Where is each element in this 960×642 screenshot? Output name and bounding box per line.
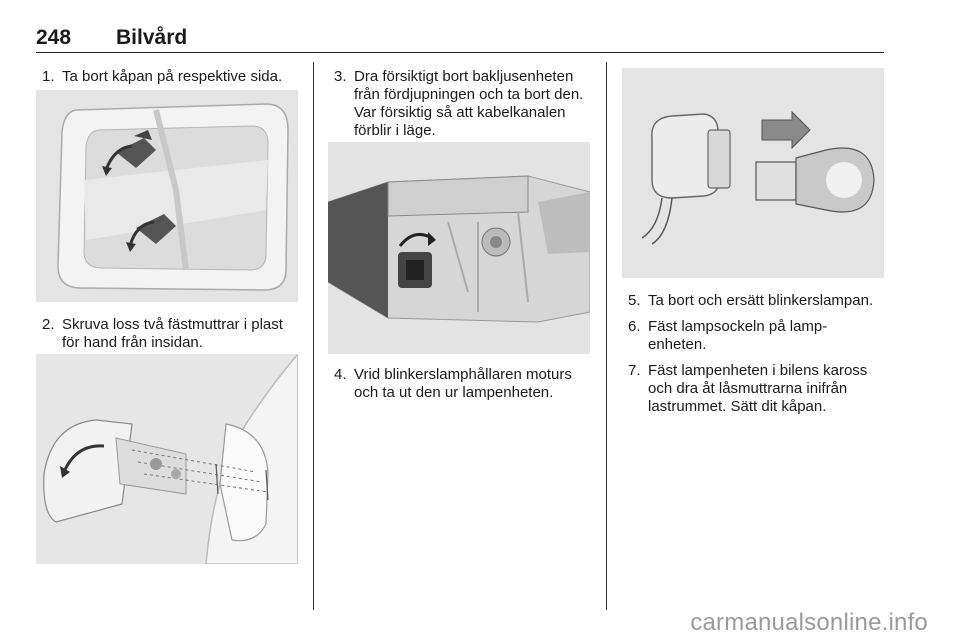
page-header	[36, 26, 884, 53]
step-text: Dra försiktigt bort bakljusenheten från fördjupningen och ta bort den. Var försiktig så att kabelkanalen förblir i läge.	[354, 68, 584, 139]
step-text: Ta bort kåpan på respektive sida.	[62, 68, 283, 85]
nut-illustration	[36, 354, 298, 564]
step-text: Vrid blinkerslamphållaren moturs och ta ut den ur lampenheten.	[354, 366, 572, 401]
step-number: 5.	[628, 292, 641, 309]
step-number: 7.	[628, 362, 641, 379]
page-number: 248	[36, 26, 72, 49]
figure-nut-removal	[36, 354, 298, 564]
cover-illustration	[36, 90, 298, 302]
step-text: Skruva loss två fästmuttrar i plast för hand från insidan.	[62, 316, 283, 351]
step-text: Fäst lampsockeln på lampenheten.	[648, 318, 828, 353]
figure-cover-removal	[36, 90, 298, 302]
bulb-illustration	[622, 68, 884, 278]
step-number: 2.	[42, 316, 55, 333]
step-number: 1.	[42, 68, 55, 85]
figure-taillight-removal	[328, 142, 590, 354]
page-title: Bilvård	[116, 26, 188, 49]
taillight-illustration	[328, 142, 590, 354]
step-text: Fäst lampenheten i bilens kaross och dra åt låsmuttrarna inifrån lastrummet. Sätt dit kåpan.	[648, 362, 868, 415]
column-divider-left	[313, 62, 314, 610]
step-text: Ta bort och ersätt blinkerslampan.	[648, 292, 874, 309]
step-number: 4.	[334, 366, 347, 383]
step-number: 6.	[628, 318, 641, 335]
column-divider-right	[606, 62, 607, 610]
figure-bulb-replacement	[622, 68, 884, 278]
watermark: carmanualsonline.info	[690, 609, 928, 636]
step-number: 3.	[334, 68, 347, 85]
